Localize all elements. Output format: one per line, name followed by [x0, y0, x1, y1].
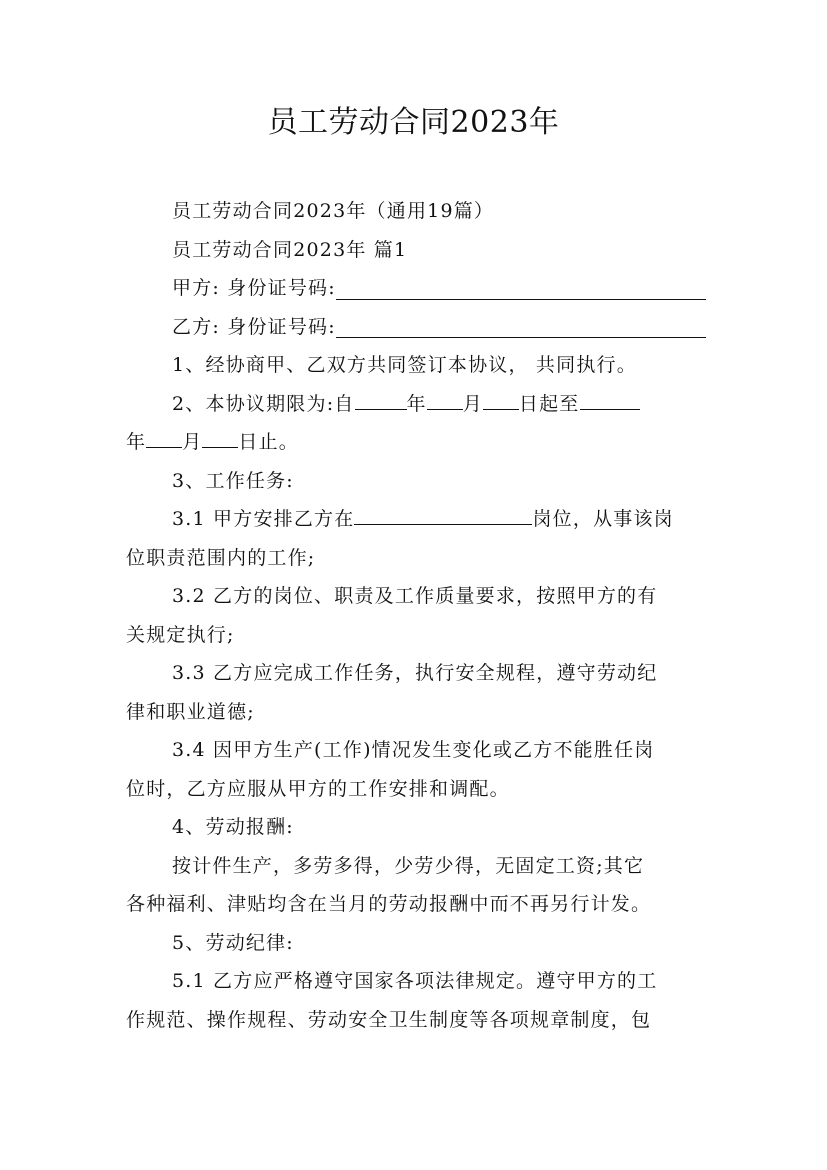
- document-title: 员工劳动合同2023年: [267, 105, 560, 140]
- start-month-blank: [427, 391, 463, 409]
- section-heading: 员工劳动合同2023年 篇1: [172, 238, 408, 261]
- clause-3-3-line-2: 律和职业道德;: [126, 700, 255, 723]
- clause-3-1-line-2: 位职责范围内的工作;: [126, 546, 316, 569]
- end-month-blank: [146, 430, 182, 448]
- clause-5-1-line-2: 作规范、操作规程、劳动安全卫生制度等各项规章制度，包: [126, 1008, 652, 1031]
- clause-3-1-end: 岗位，从事该岗: [532, 508, 674, 530]
- clause-2-day-1: 日起至: [518, 392, 580, 415]
- end-day-blank: [202, 430, 238, 448]
- clause-3-1-line-1: [126, 500, 706, 539]
- clause-5-1-line-1: 5.1 乙方应严格遵守国家各项法律规定。遵守甲方的工: [172, 970, 658, 992]
- clause-2-year-2: 年: [126, 431, 147, 453]
- clause-3-heading: 3、工作任务:: [172, 469, 294, 492]
- party-a-line: [126, 269, 706, 308]
- clause-5-heading: 5、劳动纪律:: [172, 931, 294, 954]
- clause-3-2-line-2: 关规定执行;: [126, 623, 235, 646]
- start-day-blank: [483, 391, 519, 409]
- clause-2-year-1: 年: [406, 392, 427, 415]
- start-year-blank: [355, 391, 407, 409]
- party-b-label: 乙方: 身份证号码:: [172, 315, 336, 338]
- document-body: [126, 192, 706, 1039]
- clause-1: 1、经协商甲、乙双方共同签订本协议， 共同执行。: [172, 354, 637, 376]
- party-a-label: 甲方: 身份证号码:: [172, 277, 336, 299]
- clause-2-line-1: [126, 385, 706, 424]
- clause-2-start: 2、本协议期限为:自: [172, 392, 355, 415]
- party-a-id-blank: [336, 280, 706, 300]
- position-blank: [354, 507, 532, 525]
- clause-2-day-2: 日止。: [238, 431, 300, 453]
- clause-3-4-line-2: 位时，乙方应服从甲方的工作安排和调配。: [126, 777, 510, 800]
- clause-2-line-2: [126, 423, 706, 462]
- clause-3-3-line-1: 3.3 乙方应完成工作任务，执行安全规程，遵守劳动纪: [172, 662, 658, 684]
- clause-3-1-start: 3.1 甲方安排乙方在: [172, 508, 355, 530]
- clause-4-heading: 4、劳动报酬:: [172, 816, 294, 838]
- party-b-id-blank: [336, 318, 706, 338]
- clause-3-4-line-1: 3.4 因甲方生产(工作)情况发生变化或乙方不能胜任岗: [172, 739, 655, 761]
- party-b-line: [126, 308, 706, 347]
- end-year-blank: [580, 391, 640, 409]
- clause-3-2-line-1: 3.2 乙方的岗位、职责及工作质量要求，按照甲方的有: [172, 585, 658, 607]
- clause-2-month-1: 月: [462, 392, 483, 415]
- clause-4-body-line-1: 按计件生产，多劳多得，少劳少得，无固定工资;其它: [172, 854, 645, 877]
- clause-4-body-line-2: 各种福利、津贴均含在当月的劳动报酬中而不再另行计发。: [126, 893, 652, 915]
- clause-2-month-2: 月: [182, 431, 203, 453]
- document-subtitle: 员工劳动合同2023年（通用19篇）: [172, 200, 495, 222]
